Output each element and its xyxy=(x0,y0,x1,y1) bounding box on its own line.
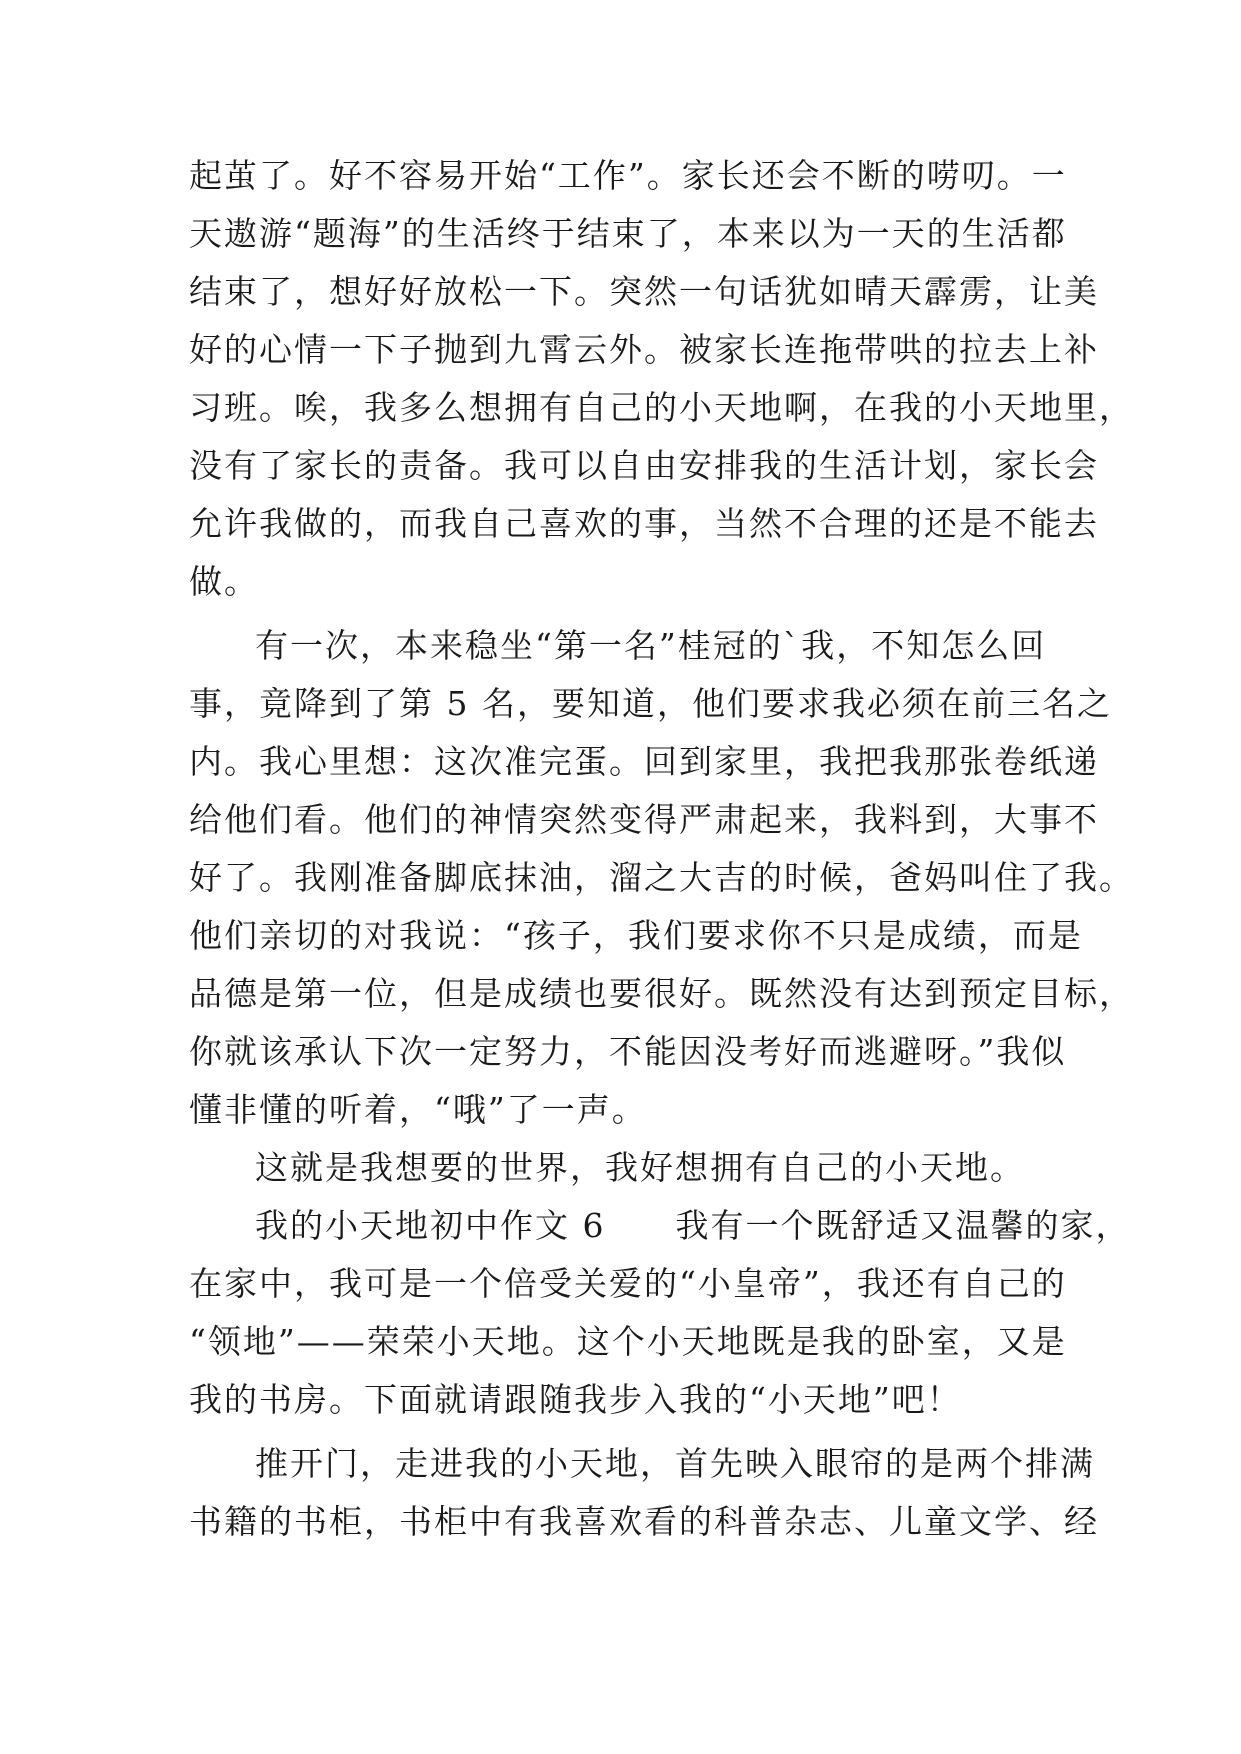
text-line: 没有了家长的责备。我可以自由安排我的生活计划，家长会 xyxy=(189,446,1099,485)
paragraph-exam-story xyxy=(189,617,1134,1139)
text-line: 天遨游“题海”的生活终于结束了，本来以为一天的生活都 xyxy=(189,214,1067,253)
paragraph-continuation xyxy=(189,147,1134,611)
text-line: 他们亲切的对我说：“孩子，我们要求你不只是成绩，而是 xyxy=(189,916,1083,955)
text-line: 好了。我刚准备脚底抹油，溜之大吉的时候，爸妈叫住了我。 xyxy=(189,858,1134,897)
text-line: 推开门，走进我的小天地，首先映入眼帘的是两个排满 xyxy=(255,1444,1095,1483)
text-line: 给他们看。他们的神情突然变得严肃起来，我料到，大事不 xyxy=(189,800,1099,839)
text-line: 懂非懂的听着，“哦”了一声。 xyxy=(189,1090,647,1129)
text-line: 书籍的书柜，书柜中有我喜欢看的科普杂志、儿童文学、经 xyxy=(189,1502,1099,1541)
text-line: “领地”——荣荣小天地。这个小天地既是我的卧室，又是 xyxy=(189,1322,1067,1361)
text-line: 好的心情一下子抛到九霄云外。被家长连拖带哄的拉去上补 xyxy=(189,330,1099,369)
text-line: 这就是我想要的世界，我好想拥有自己的小天地。 xyxy=(255,1148,1025,1187)
text-line: 起茧了。好不容易开始“工作”。家长还会不断的唠叨。一 xyxy=(189,156,1067,195)
text-line: 有一次，本来稳坐“第一名”桂冠的`我，不知怎么回 xyxy=(255,626,1047,665)
text-line: 事，竟降到了第 5 名，要知道，他们要求我必须在前三名之 xyxy=(189,684,1112,723)
text-line: 允许我做的，而我自己喜欢的事，当然不合理的还是不能去 xyxy=(189,504,1099,543)
text-line: 做。 xyxy=(189,562,259,601)
text-line: 我的小天地初中作文 6 我有一个既舒适又温馨的家， xyxy=(255,1206,1131,1245)
paragraph-conclusion xyxy=(189,1139,1059,1197)
text-line: 我的书房。下面就请跟随我步入我的“小天地”吧！ xyxy=(189,1380,962,1419)
text-line: 品德是第一位，但是成绩也要很好。既然没有达到预定目标， xyxy=(189,974,1134,1013)
text-line: 你就该承认下次一定努力，不能因没考好而逃避呀。”我似 xyxy=(189,1032,1067,1071)
text-line: 习班。唉，我多么想拥有自己的小天地啊，在我的小天地里， xyxy=(189,388,1134,427)
text-line: 内。我心里想：这次准完蛋。回到家里，我把我那张卷纸递 xyxy=(189,742,1099,781)
essay-body xyxy=(189,147,1134,1551)
paragraph-room-description xyxy=(189,1435,1099,1551)
paragraph-essay-6-intro xyxy=(189,1197,1131,1429)
text-line: 结束了，想好好放松一下。突然一句话犹如晴天霹雳，让美 xyxy=(189,272,1099,311)
text-line: 在家中，我可是一个倍受关爱的“小皇帝”，我还有自己的 xyxy=(189,1264,1067,1303)
